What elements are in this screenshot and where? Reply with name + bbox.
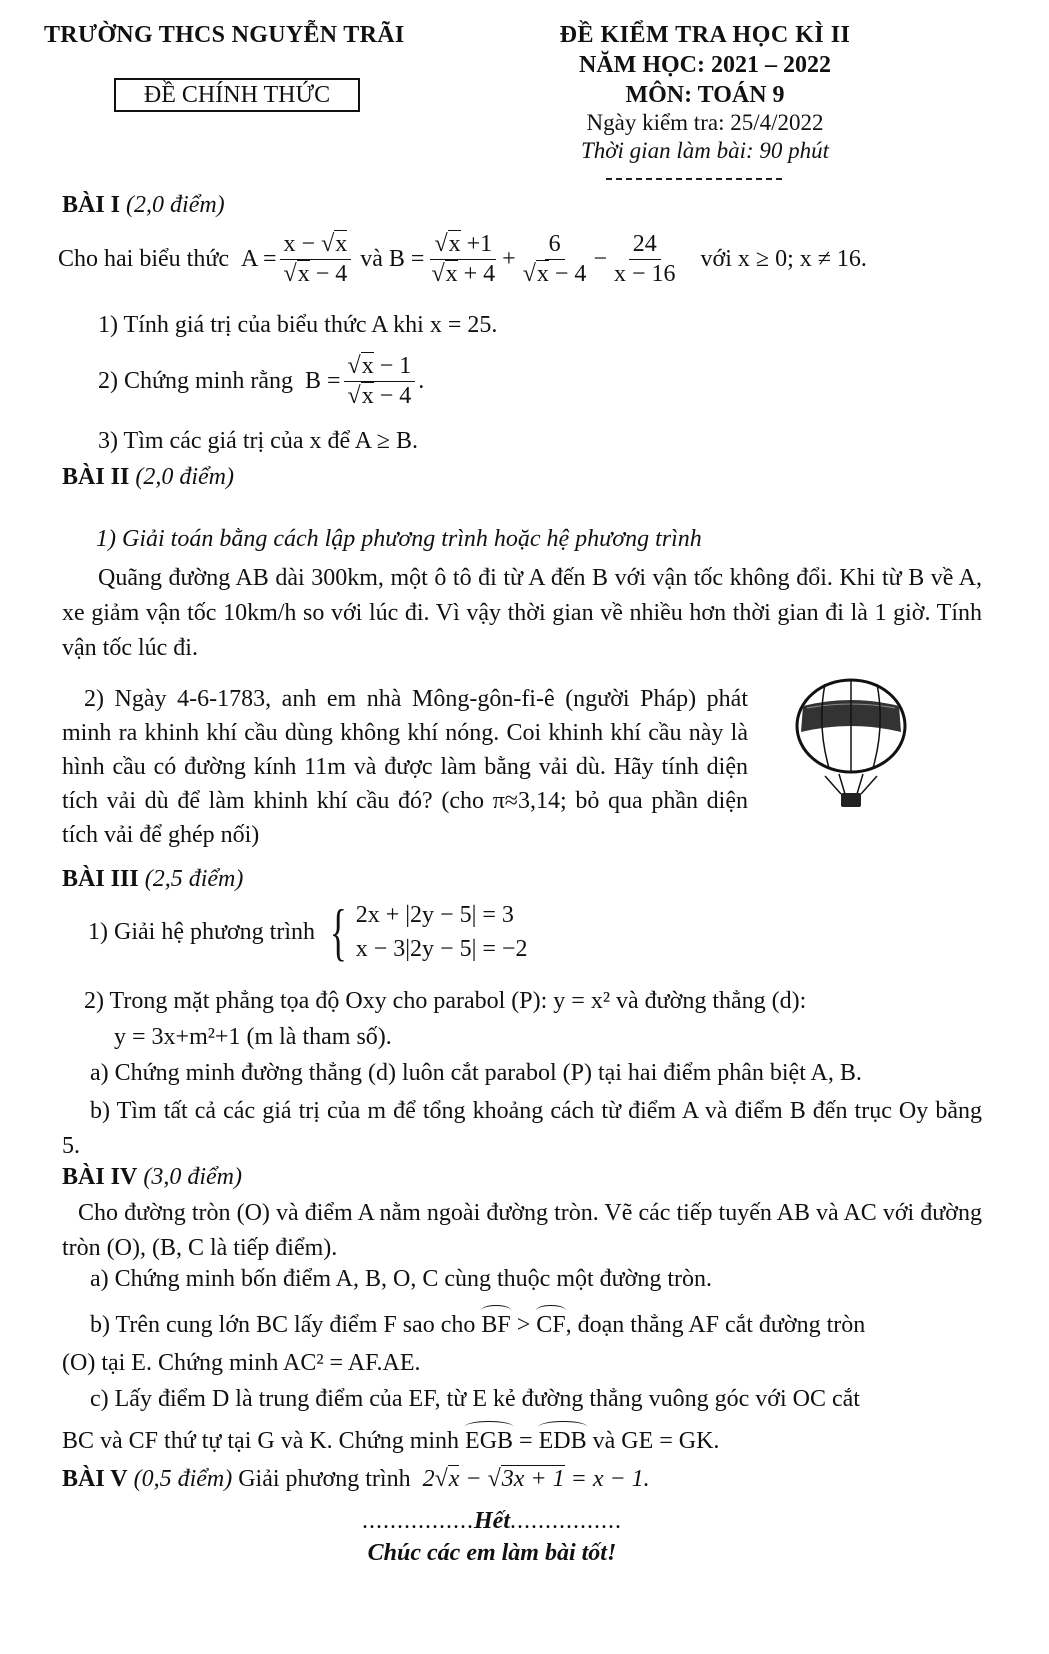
bai4-qb-line2: (O) tại E. Chứng minh AC² = AF.AE. <box>62 1350 421 1376</box>
exam-title: ĐỀ KIỂM TRA HỌC KÌ II <box>559 22 851 48</box>
official-label: ĐỀ CHÍNH THỨC <box>114 78 360 112</box>
bai1-q3: 3) Tìm các giá trị của x để A ≥ B. <box>98 428 418 454</box>
bai4-qb-prefix: b) Trên cung lớn BC lấy điểm F sao cho <box>90 1312 476 1338</box>
expr-b-term2: $\frac{6}{√x - 4}$ <box>522 231 587 288</box>
end-text: Hết <box>474 1508 510 1534</box>
hot-air-balloon-illustration <box>795 676 915 816</box>
bai4-intro: Cho đường tròn (O) và điểm A nằm ngoài đường tròn. Vẽ các tiếp tuyến AB và AC với đường tròn (O), (B, C là tiếp điểm). <box>62 1200 982 1261</box>
exam-duration: Thời gian làm bài: 90 phút <box>580 138 830 163</box>
bai3-title: BÀI III <box>62 866 139 892</box>
bai2-q2-text: 2) Ngày 4-6-1783, anh em nhà Mông-gôn-fi-ê (người Pháp) phát minh ra khinh khí cầu dùng không khí nóng. Coi khinh khí cầu này là hình cầu có đường kính 11m và được làm bằng vải dù. Hãy tính diện tích vải dù để làm khinh khí cầu đó? (cho π≈3,14; bỏ qua phần diện tích vải để ghép nối) <box>62 686 748 848</box>
bai5-text: Giải phương trình <box>238 1466 411 1492</box>
bai1-heading <box>62 192 225 219</box>
expr-a-fraction: $\frac{x - √x}{√x - 4}$ <box>280 232 352 287</box>
expr-b-simplified: $\frac{√x - 1}{√x - 4}$ <box>344 354 416 409</box>
angle-egb: EGB <box>465 1428 514 1454</box>
bai1-intro: Cho hai biểu thức <box>58 246 229 273</box>
system-eq1: 2x + |2y − 5| = 3 <box>355 902 514 928</box>
bai1-q2: 2) Chứng minh rằng B = $\frac{√x - 1}{√x - 4}$ . <box>98 353 425 410</box>
exam-date: Ngày kiểm tra: 25/4/2022 <box>586 110 824 135</box>
bai4-qc-line1: c) Lấy điểm D là trung điểm của EF, từ E kẻ đường thẳng vuông góc với OC cắt <box>90 1386 860 1412</box>
end-marker: ................Hết................ <box>362 1508 622 1534</box>
bai4-title: BÀI IV <box>62 1164 138 1190</box>
angle-edb: EDB <box>538 1428 587 1454</box>
bai3-qb: b) Tìm tất cả các giá trị của m để tổng khoảng cách từ điểm A và điểm B đến trục Oy bằng 5. <box>62 1098 982 1159</box>
header-divider <box>606 178 782 180</box>
bai5-equation-lhs: 2√x − √3x + 1 <box>416 1466 565 1492</box>
bai4-qc-prefix: BC và CF thứ tự tại G và K. Chứng minh <box>62 1428 460 1454</box>
bai1-title: BÀI I <box>62 192 121 218</box>
arc-bf: BF <box>481 1312 511 1338</box>
bai4-qb-suffix: , đoạn thẳng AF cắt đường tròn <box>565 1312 866 1338</box>
bai3-q1-prefix: 1) Giải hệ phương trình <box>88 918 315 945</box>
school-year: NĂM HỌC: 2021 – 2022 <box>579 52 831 78</box>
bai5-title: BÀI V <box>62 1466 128 1492</box>
bai1-and: và <box>360 246 383 273</box>
bai3-points: (2,5 điểm) <box>144 866 244 892</box>
subject: MÔN: TOÁN 9 <box>625 82 785 108</box>
bai4-qc-suffix: và GE = GK. <box>592 1428 720 1454</box>
expr-b-term1: $\frac{√x +1}{√x + 4}$ <box>431 231 496 288</box>
bai1-q1: 1) Tính giá trị của biểu thức A khi x = 25. <box>98 312 498 338</box>
bai4-qa: a) Chứng minh bốn điểm A, B, O, C cùng thuộc một đường tròn. <box>90 1266 713 1292</box>
bai5-points: (0,5 điểm) <box>133 1466 233 1492</box>
bai4-heading <box>62 1164 242 1191</box>
bai2-heading <box>62 464 234 491</box>
bai2-q1-title: 1) Giải toán bằng cách lập phương trình hoặc hệ phương trình <box>96 526 702 552</box>
bai1-expressions: Cho hai biểu thức A = $\frac{x - √x}{√x - 4}$ và B = $\frac{√x +1}{√x + 4}$ + $\frac{6}{√x - 4}$ − $\frac{24}{x - 16}$ với x ≥ 0; x ≠ 16. <box>58 231 867 288</box>
bai3-heading <box>62 866 243 893</box>
bai4-points: (3,0 điểm) <box>143 1164 242 1190</box>
bai2-points: (2,0 điểm) <box>135 464 234 490</box>
bai3-q2-line2: y = 3x+m²+1 (m là tham số). <box>114 1024 392 1050</box>
bai3-q2-line1: 2) Trong mặt phẳng tọa độ Oxy cho parabol (P): y = x² và đường thẳng (d): <box>84 988 807 1014</box>
bai4-qb-line1: b) Trên cung lớn BC lấy điểm F sao cho BF > CF, đoạn thẳng AF cắt đường tròn <box>90 1312 866 1338</box>
bai3-q1 <box>88 898 527 966</box>
bai1-points: (2,0 điểm) <box>126 192 225 218</box>
bai5 <box>62 1466 650 1493</box>
school-name: TRƯỜNG THCS NGUYỄN TRÃI <box>44 22 405 48</box>
closing-wish: Chúc các em làm bài tốt! <box>367 1540 617 1566</box>
bai1-condition: với x ≥ 0; x ≠ 16. <box>700 246 867 273</box>
system-brace: { <box>329 896 347 967</box>
bai2-q1-text: Quãng đường AB dài 300km, một ô tô đi từ A đến B với vận tốc không đổi. Khi từ B về A, xe giảm vận tốc 10km/h so với lúc đi. Vì vậy thời gian về nhiều hơn thời gian đi là 1 giờ. Tính vận tốc lúc đi. <box>62 565 982 661</box>
bai5-equation-rhs: = x − 1. <box>570 1466 650 1492</box>
bai3-qa: a) Chứng minh đường thẳng (d) luôn cắt parabol (P) tại hai điểm phân biệt A, B. <box>90 1060 862 1086</box>
expr-b-term3: $\frac{24}{x - 16}$ <box>613 231 676 288</box>
system-eq2: x − 3|2y − 5| = −2 <box>355 936 528 962</box>
bai1-q2-prefix: 2) Chứng minh rằng <box>98 368 293 395</box>
arc-cf: CF <box>536 1312 566 1338</box>
bai2-title: BÀI II <box>62 464 130 490</box>
bai4-qc-line2: BC và CF thứ tự tại G và K. Chứng minh EGB = EDB và GE = GK. <box>62 1428 720 1454</box>
